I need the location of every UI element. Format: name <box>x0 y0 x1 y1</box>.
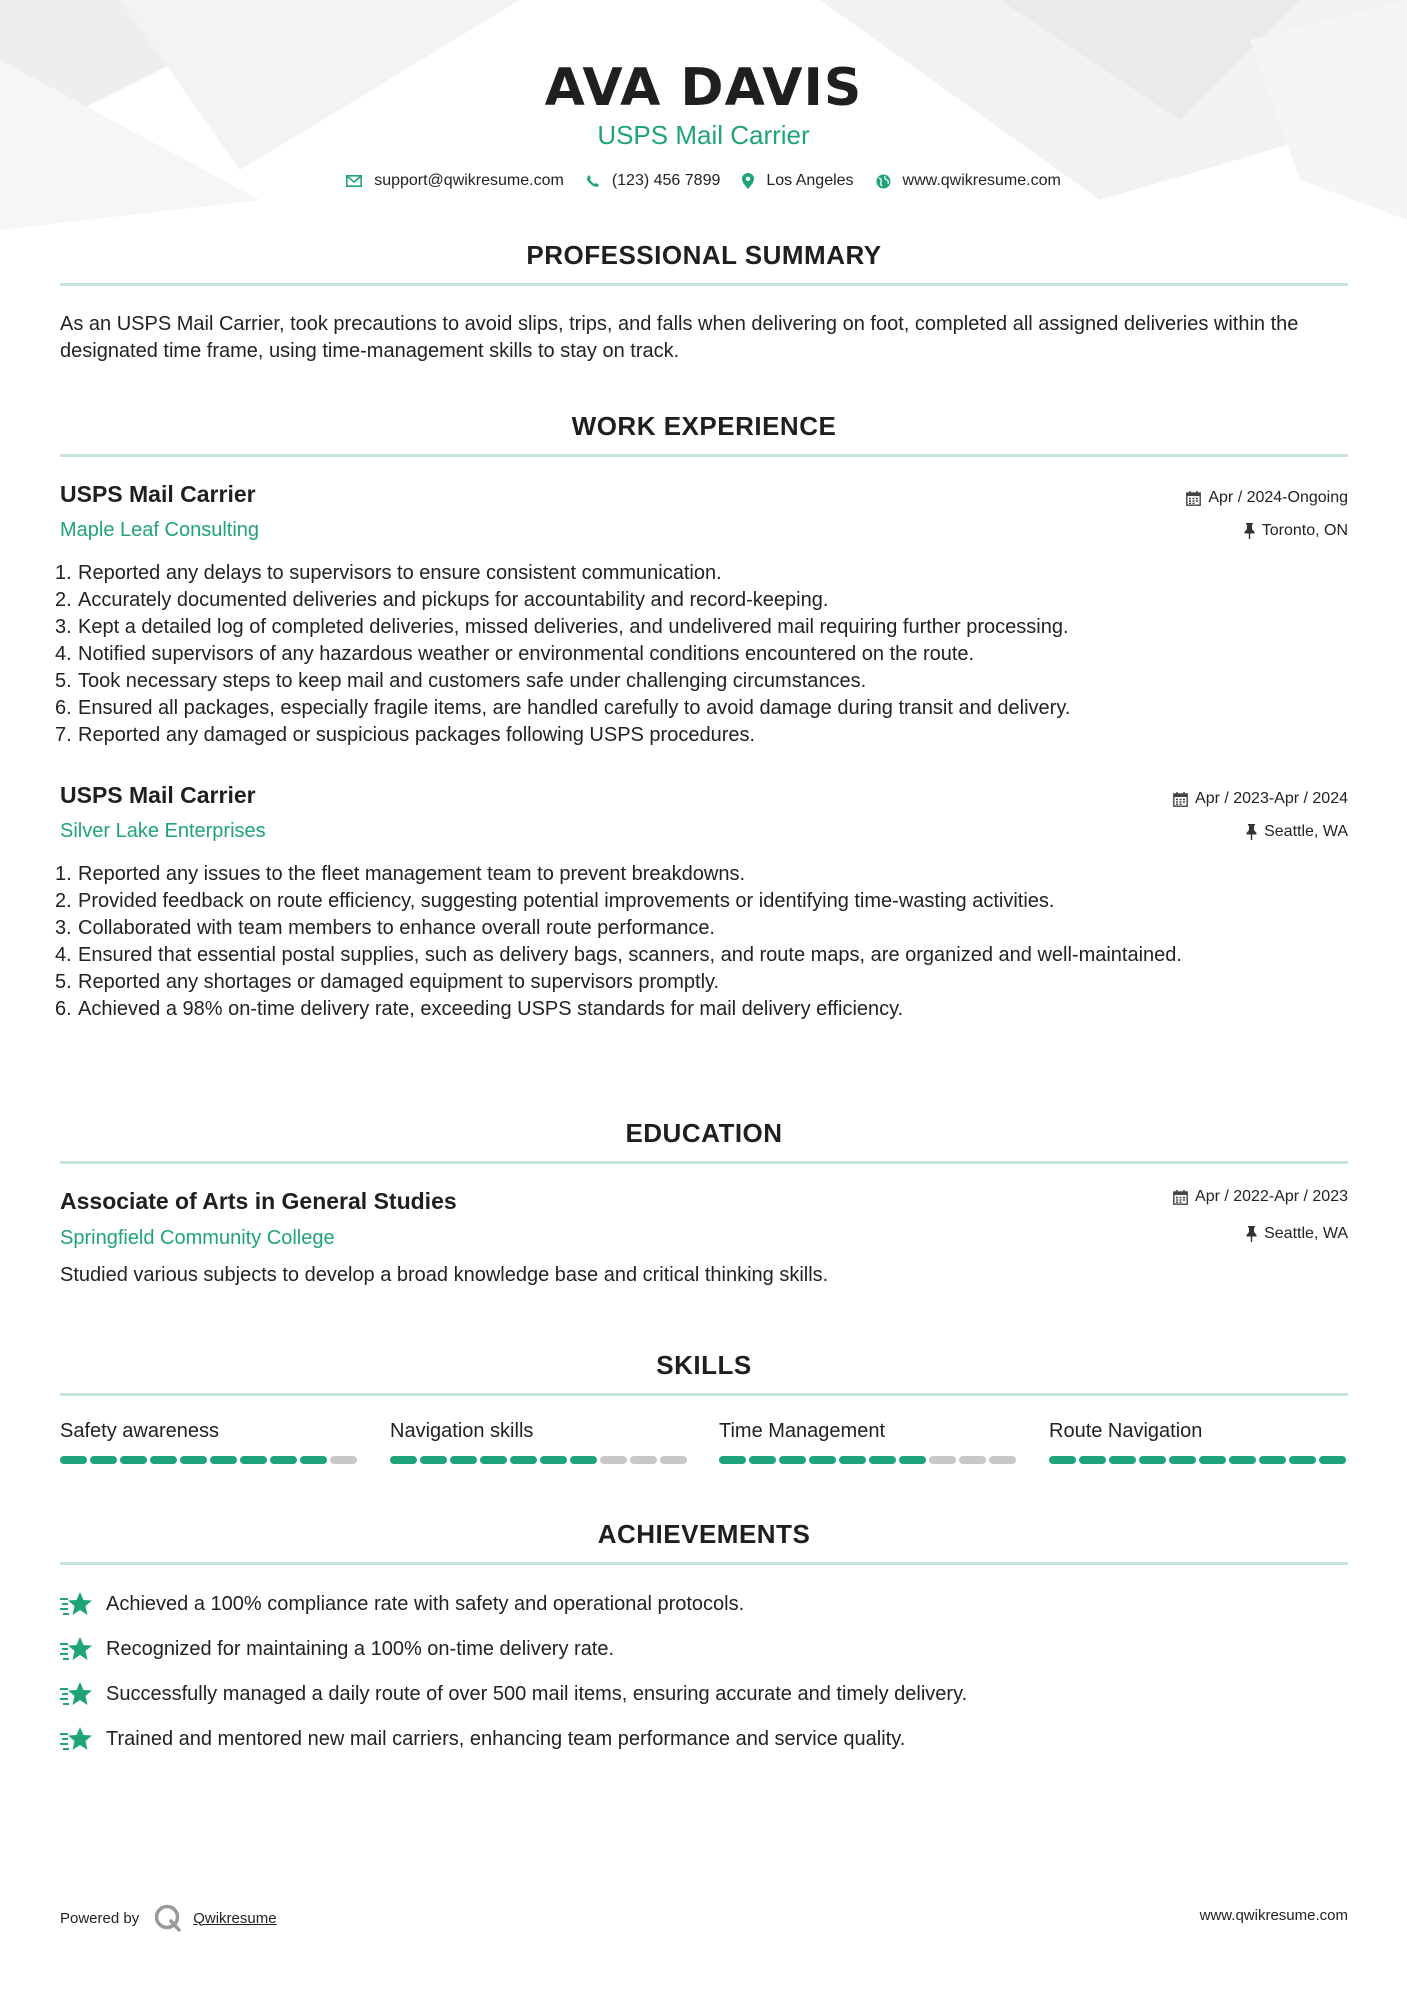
skill-segment-filled <box>839 1456 866 1464</box>
skill-segment-filled <box>1289 1456 1316 1464</box>
phone-text: (123) 456 7899 <box>611 172 721 189</box>
achievements-divider <box>60 1562 1348 1565</box>
job-date <box>1173 790 1348 808</box>
experience-heading: WORK EXPERIENCE <box>571 411 837 441</box>
skill-segment-filled <box>210 1456 237 1464</box>
experience-divider <box>60 454 1348 457</box>
skill-segment-filled <box>570 1456 597 1464</box>
job-date <box>1186 489 1348 507</box>
education-heading: EDUCATION <box>625 1118 783 1148</box>
star-award-icon <box>60 1636 92 1662</box>
pushpin-icon <box>1246 824 1257 840</box>
job-location-text: Seattle, WA <box>1264 823 1348 840</box>
achievement-item <box>60 1591 744 1617</box>
skill-segment-filled <box>1109 1456 1136 1464</box>
phone-icon <box>586 174 600 188</box>
skill-segment-filled <box>120 1456 147 1464</box>
skill-segment-filled <box>1139 1456 1166 1464</box>
skill-label: Navigation skills <box>390 1420 534 1442</box>
job-title: USPS Mail Carrier <box>60 782 256 808</box>
candidate-name: AVA DAVIS <box>544 58 863 118</box>
skill-item <box>390 1420 690 1464</box>
candidate-title: USPS Mail Carrier <box>597 120 810 150</box>
education-divider <box>60 1161 1348 1164</box>
education-location <box>1246 1225 1348 1243</box>
skill-segment-filled <box>90 1456 117 1464</box>
list-item: Achieved a 98% on-time delivery rate, exceeding USPS standards for mail delivery efficiency. <box>78 998 904 1020</box>
contact-bar <box>0 172 1407 190</box>
skill-segment-empty <box>929 1456 956 1464</box>
skill-segment-filled <box>300 1456 327 1464</box>
list-item: Reported any damaged or suspicious packages following USPS procedures. <box>78 724 756 746</box>
achievement-text: Achieved a 100% compliance rate with safety and operational protocols. <box>106 1592 745 1615</box>
skill-level-bar <box>60 1456 360 1464</box>
skill-segment-filled <box>1199 1456 1226 1464</box>
globe-icon <box>876 174 891 189</box>
list-item: Collaborated with team members to enhance overall route performance. <box>78 917 715 939</box>
calendar-icon <box>1186 491 1201 506</box>
list-item: Reported any shortages or damaged equipment to supervisors promptly. <box>78 971 720 993</box>
pushpin-icon <box>1246 1226 1257 1242</box>
achievement-item <box>60 1681 967 1707</box>
job-date-text: Apr / 2024-Ongoing <box>1208 489 1348 506</box>
achievement-item <box>60 1636 614 1662</box>
degree-title: Associate of Arts in General Studies <box>60 1188 457 1214</box>
skill-label: Safety awareness <box>60 1420 219 1442</box>
skill-segment-filled <box>1319 1456 1346 1464</box>
skill-segment-filled <box>270 1456 297 1464</box>
list-item: Kept a detailed log of completed deliveries, missed deliveries, and undelivered mail requiring further processing. <box>78 616 1069 638</box>
skill-label: Route Navigation <box>1049 1420 1203 1442</box>
list-item: Reported any issues to the fleet management team to prevent breakdowns. <box>78 863 746 885</box>
skill-segment-filled <box>510 1456 537 1464</box>
list-item: Accurately documented deliveries and pickups for accountability and record-keeping. <box>78 589 829 611</box>
skill-segment-filled <box>1229 1456 1256 1464</box>
skill-segment-filled <box>480 1456 507 1464</box>
map-pin-icon <box>742 173 754 189</box>
skill-segment-filled <box>719 1456 746 1464</box>
skill-segment-empty <box>959 1456 986 1464</box>
list-item: Took necessary steps to keep mail and customers safe under challenging circumstances. <box>78 670 867 692</box>
skill-segment-filled <box>869 1456 896 1464</box>
calendar-icon <box>1173 1190 1188 1205</box>
skill-segment-filled <box>390 1456 417 1464</box>
calendar-icon <box>1173 792 1188 807</box>
education-date <box>1173 1188 1348 1206</box>
skill-segment-filled <box>420 1456 447 1464</box>
skill-item <box>719 1420 1019 1464</box>
contact-email[interactable] <box>346 172 564 190</box>
skill-segment-empty <box>330 1456 357 1464</box>
envelope-icon <box>346 175 362 187</box>
job-duties-list <box>60 861 1310 1023</box>
achievement-text: Recognized for maintaining a 100% on-time delivery rate. <box>106 1637 615 1660</box>
list-item: Provided feedback on route efficiency, suggesting potential improvements or identifying time-wasting activities. <box>78 890 1055 912</box>
skill-segment-filled <box>150 1456 177 1464</box>
pushpin-icon <box>1244 523 1255 539</box>
powered-by-text: Powered by <box>60 1909 140 1927</box>
skill-segment-filled <box>749 1456 776 1464</box>
achievements-heading: ACHIEVEMENTS <box>597 1519 811 1549</box>
list-item: Reported any delays to supervisors to ensure consistent communication. <box>78 562 722 584</box>
achievement-text: Successfully managed a daily route of over 500 mail items, ensuring accurate and timely delivery. <box>106 1682 968 1705</box>
skill-segment-empty <box>600 1456 627 1464</box>
skill-segment-filled <box>450 1456 477 1464</box>
qwikresume-link[interactable]: Qwikresume <box>193 1909 277 1927</box>
list-item: Ensured that essential postal supplies, such as delivery bags, scanners, and route maps, are organized and well-maintained. <box>78 944 1182 966</box>
skill-segment-filled <box>779 1456 806 1464</box>
skills-heading: SKILLS <box>656 1350 752 1380</box>
skill-segment-filled <box>809 1456 836 1464</box>
summary-heading: PROFESSIONAL SUMMARY <box>526 240 882 270</box>
summary-text: As an USPS Mail Carrier, took precautions to avoid slips, trips, and falls when delivering on foot, completed all assigned deliveries within the designated time frame, using time-management skills to stay on track. <box>60 313 1299 362</box>
list-item: Notified supervisors of any hazardous weather or environmental conditions encountered on the route. <box>78 643 975 665</box>
skill-label: Time Management <box>719 1420 885 1442</box>
email-text: support@qwikresume.com <box>374 172 564 189</box>
education-date-text: Apr / 2022-Apr / 2023 <box>1195 1188 1348 1205</box>
skill-level-bar <box>719 1456 1019 1464</box>
job-title: USPS Mail Carrier <box>60 481 256 507</box>
job-duties-list <box>60 560 1310 749</box>
skill-segment-filled <box>240 1456 267 1464</box>
star-award-icon <box>60 1726 92 1752</box>
education-location-text: Seattle, WA <box>1264 1225 1348 1242</box>
achievement-item <box>60 1726 905 1752</box>
skill-segment-filled <box>1169 1456 1196 1464</box>
skill-level-bar <box>1049 1456 1349 1464</box>
job-location-text: Toronto, ON <box>1261 522 1348 539</box>
job-company: Silver Lake Enterprises <box>60 820 266 842</box>
footer-branding <box>60 1903 277 1933</box>
skill-segment-filled <box>1079 1456 1106 1464</box>
star-award-icon <box>60 1681 92 1707</box>
footer-website[interactable]: www.qwikresume.com <box>1199 1907 1348 1924</box>
skill-segment-filled <box>899 1456 926 1464</box>
contact-phone[interactable] <box>586 172 721 190</box>
skill-segment-empty <box>630 1456 657 1464</box>
skill-item <box>1049 1420 1349 1464</box>
location-text: Los Angeles <box>766 172 854 189</box>
skill-segment-filled <box>60 1456 87 1464</box>
skills-divider <box>60 1393 1348 1396</box>
contact-website[interactable] <box>876 172 1061 190</box>
school-name: Springfield Community College <box>60 1227 335 1249</box>
website-text: www.qwikresume.com <box>902 172 1061 189</box>
list-item: Ensured all packages, especially fragile items, are handled carefully to avoid damage during transit and delivery. <box>78 697 1071 719</box>
job-date-text: Apr / 2023-Apr / 2024 <box>1195 790 1348 807</box>
job-location <box>1246 823 1348 841</box>
skill-level-bar <box>390 1456 690 1464</box>
skill-item <box>60 1420 360 1464</box>
star-award-icon <box>60 1591 92 1617</box>
job-location <box>1244 522 1348 540</box>
achievement-text: Trained and mentored new mail carriers, enhancing team performance and service quality. <box>106 1727 906 1750</box>
summary-divider <box>60 283 1348 286</box>
skill-segment-filled <box>540 1456 567 1464</box>
skill-segment-empty <box>989 1456 1016 1464</box>
education-description: Studied various subjects to develop a broad knowledge base and critical thinking skills. <box>60 1264 829 1286</box>
skill-segment-empty <box>660 1456 687 1464</box>
job-company: Maple Leaf Consulting <box>60 519 260 541</box>
skill-segment-filled <box>180 1456 207 1464</box>
qwikresume-logo-icon <box>153 1903 183 1933</box>
contact-location <box>742 172 853 190</box>
skill-segment-filled <box>1049 1456 1076 1464</box>
skill-segment-filled <box>1259 1456 1286 1464</box>
